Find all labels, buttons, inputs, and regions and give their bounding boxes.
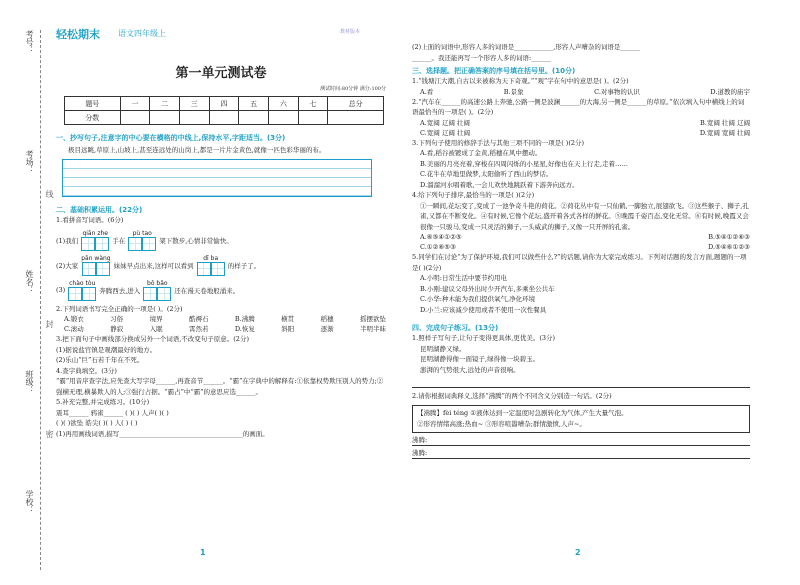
- score-input-cell[interactable]: [209, 111, 239, 125]
- page-number-right: 2: [575, 548, 581, 557]
- pinyin-label: bō bǎo: [147, 279, 168, 287]
- option-item[interactable]: A.宽阔 辽阔 壮阔: [420, 118, 470, 127]
- q3-3-option-c[interactable]: C.花牛在草地里做梦,太阳偷听了西山的梦话。: [420, 170, 553, 178]
- score-cell: 三: [179, 97, 209, 111]
- school-label: 学校：: [25, 490, 34, 514]
- question-2-3b: (2)乐山“巨”石若千年在不死。: [56, 356, 144, 364]
- char-box[interactable]: [143, 287, 157, 301]
- binding-line: [40, 30, 41, 570]
- q3-5-option-a[interactable]: A.小明:日常生活中要节约用电: [420, 274, 507, 282]
- option-item: 稻穗: [320, 315, 334, 323]
- option-item: 入眠: [149, 325, 163, 333]
- score-row-label: 分数: [65, 111, 121, 125]
- q3-3-option-a[interactable]: A.看,稻谷被镀成了金黄,稻穗在风中摆动。: [420, 149, 542, 157]
- score-cell: 六: [268, 97, 298, 111]
- option-item: 霄然若: [188, 325, 209, 333]
- dictionary-def-1: 【沸腾】fèi téng ①液体达到一定温度时急剧转化为气体,产生大量气泡。: [417, 408, 628, 417]
- char-box[interactable]: [96, 262, 110, 276]
- char-box[interactable]: [82, 262, 96, 276]
- score-input-cell[interactable]: [150, 111, 180, 125]
- pinyin-text: (1)我们: [56, 236, 79, 245]
- q3-1-options: [412, 87, 750, 97]
- section-2-title: 二、基础积累运用。(22分): [56, 206, 143, 214]
- char-box[interactable]: [68, 287, 82, 301]
- name-label: 姓名：: [25, 270, 34, 294]
- binding-mark-line: 线: [45, 190, 54, 198]
- page-number-left: 1: [200, 548, 206, 557]
- right-column: [412, 42, 750, 459]
- option-item[interactable]: B.沸腾: [234, 315, 255, 323]
- answer-line[interactable]: 沸腾:: [412, 435, 750, 446]
- pinyin-label: pù tao: [132, 229, 152, 237]
- q3-5-option-b[interactable]: B.小刚:建议父母外出时少开汽车,多乘坐公共车: [420, 284, 555, 293]
- option-item[interactable]: D.恢复: [234, 325, 255, 333]
- pinyin-label: qiān zhe: [82, 229, 108, 237]
- q3-3-option-b[interactable]: B.美丽的月亮亮着,穿梭在四周闪烁的小星星,好像也在天上行走,走着……: [420, 159, 629, 168]
- pinyin-label: dī ba: [203, 254, 219, 262]
- pinyin-text: 妹妹早点出来,这样可以看到: [113, 261, 194, 270]
- q3-5-option-d[interactable]: D.小兰:应该减少使用或者不使用一次性餐具: [420, 305, 547, 314]
- char-box[interactable]: [211, 262, 225, 276]
- q3-4-text: ①一瞬间,花坛变了,变成了一池争奇斗艳的荷花。②荷花丛中有一只仙鹤,一脚独立,展翅欲飞。③这些猴子、狮子,孔雀,又都在不断变化。④有时候,它像个花坛,盛开着各式各样的鲜花。⑤晚霞千姿百态,变化无常。⑥有时候,晚霞又会很像一只骏马,变成一只灵活的狮子,一头威武的狮子,又像一只开屏的孔雀。: [420, 201, 749, 231]
- pinyin-text: (2)大家: [56, 261, 79, 270]
- score-table-score-row: [65, 111, 384, 125]
- exam-room-label: 考场：: [25, 150, 34, 174]
- score-cell: 二: [150, 97, 180, 111]
- char-box[interactable]: [95, 237, 109, 251]
- option-item: 半明半昧: [359, 325, 386, 333]
- pinyin-field: [128, 230, 156, 251]
- practice-sentence: 澎湃的气势很大,远处的声音很响。: [420, 365, 520, 374]
- option-item[interactable]: C.①②⑥⑤③: [420, 243, 456, 251]
- option-item[interactable]: B.景象: [503, 87, 524, 96]
- section-4-title: 四、完成句子练习。(13分): [412, 324, 499, 332]
- option-item[interactable]: C.对事物的认识: [594, 87, 640, 96]
- pinyin-row-3: [56, 280, 386, 301]
- char-box[interactable]: [82, 287, 96, 301]
- dictionary-def-2: ②形容情绪高涨;热血~ ③形容喧嚣嘈杂;群情激愤,人声~。: [417, 419, 586, 428]
- pinyin-text: 架下散步,心情非常愉快。: [159, 236, 233, 245]
- option-item: 逐渐: [320, 325, 334, 333]
- score-input-cell[interactable]: [239, 111, 269, 125]
- example-sentence-2: 昆明湖静得像一面镜子,绿得像一块碧玉。: [420, 355, 540, 363]
- question-2-5-sub3: ______。我还能再写一个形容人多的词语:______: [412, 53, 551, 62]
- score-cell: 总分: [328, 97, 384, 111]
- question-2-5-sub2: (2)上面的词语中,形容人多的词语是____________,形容人声嘈杂的词语是______: [412, 43, 640, 51]
- question-2-2: 2.下列词语书写完全正确的一项是( )。(2分): [56, 304, 183, 313]
- q3-5-option-c[interactable]: C.小华:种木能为我们提供氧气,净化环境: [420, 295, 536, 303]
- option-item: 摇摆欲坠: [359, 315, 386, 323]
- question-3-3: 3.下列句子使用的修辞手法与其他三项不同的一项是( )(2分): [412, 138, 585, 147]
- question-2-3a: (1)据说盐官镇是观潮最好的地方。: [56, 345, 157, 354]
- score-cell: 七: [298, 97, 328, 111]
- score-cell: 四: [209, 97, 239, 111]
- question-3-4: 4.给下列句子排序,最恰当的一项是( )(2分): [412, 191, 535, 199]
- option-item[interactable]: D.道教的庙宇: [710, 87, 750, 96]
- question-4-1: 1.照样子写句子,让句子变得更具体,更优美。(3分): [412, 334, 556, 342]
- char-box[interactable]: [128, 237, 142, 251]
- score-input-cell[interactable]: [179, 111, 209, 125]
- option-item: 横贯: [281, 315, 295, 323]
- handwriting-grid[interactable]: [62, 159, 372, 197]
- pinyin-label: chào tòu: [69, 279, 96, 287]
- pinyin-text: (3): [56, 286, 66, 294]
- score-cell: 五: [239, 97, 269, 111]
- score-table-header-row: [65, 97, 384, 111]
- char-box[interactable]: [142, 237, 156, 251]
- char-box[interactable]: [81, 237, 95, 251]
- pinyin-row-2: [56, 255, 386, 276]
- pinyin-text: 奔腾西去,进入: [99, 286, 141, 295]
- option-item[interactable]: D.⑤④⑥①②③: [707, 243, 750, 251]
- binding-mark-seal: 封: [45, 320, 54, 328]
- score-cell: 题号: [65, 97, 121, 111]
- option-item[interactable]: B.⑤④①②⑥③: [708, 233, 750, 241]
- option-item[interactable]: A.⑥⑤④①②⑤: [420, 233, 462, 241]
- question-2-4-text: “霸”用音序查字法,应先查大写字母______,再查音节______。“霸”在字典中的解释有:①依靠权势欺压别人的势力;②强横无理,横暴欺人的人;③强行占据。“霸占”中“霸”的意思应选______。: [56, 377, 384, 396]
- student-info-sidebar: [0, 30, 54, 570]
- option-item[interactable]: B.宽阔 壮阔 辽阔: [700, 118, 750, 127]
- exam-number-label: 考号：: [25, 30, 34, 54]
- question-4-2: 2.请你根据词典释义,选择“沸腾”的两个不同含义分别造一句话。(2分): [412, 392, 612, 400]
- pinyin-text: 手在: [112, 236, 126, 245]
- q3-3-option-d[interactable]: D.溜溜河水唱着歌,一会儿欢快地跳跃着下游奔向远方。: [420, 180, 579, 189]
- binding-mark-secret: 密: [45, 430, 54, 438]
- score-input-cell[interactable]: [120, 111, 150, 125]
- question-2-5-row1: 震耳______ 鸦雀______ ( )( ) 人声( )( ): [56, 408, 169, 417]
- q2-options-row-1: [56, 314, 386, 324]
- score-input-cell[interactable]: [268, 111, 298, 125]
- copy-sentence: 极目远眺,草原上,山坡上,甚至连远处的山岗上,都是一片片金黄色,就像一匹色彩华丽的布。: [68, 146, 326, 154]
- section-1-title: 一、抄写句子,注意字的中心要在横格的中线上,保持水平,字距适当。(3分): [56, 134, 286, 142]
- option-item: 静寂: [110, 325, 124, 333]
- pinyin-row-1: [56, 230, 386, 251]
- option-item: 酷褥石: [188, 315, 209, 323]
- pinyin-field: [143, 280, 171, 301]
- score-table: [64, 96, 384, 125]
- option-item[interactable]: C.滚动: [64, 325, 84, 333]
- option-item: 境界: [149, 315, 163, 323]
- q3-2-options: [412, 118, 750, 128]
- question-2-5-row2: ( )( )欲坠 皓尖( )( ) 人( ) ( ): [56, 419, 138, 427]
- pinyin-field: [81, 230, 109, 251]
- option-item[interactable]: A.锻衣: [64, 315, 84, 323]
- option-item: 斜阳: [281, 325, 295, 333]
- option-item[interactable]: A.看: [420, 87, 434, 96]
- q3-4-options: [412, 232, 750, 242]
- pinyin-text: 的样子了。: [227, 261, 261, 270]
- dictionary-entry: [412, 405, 750, 433]
- example-sentence-1: 昆明湖静又绿。: [420, 344, 466, 353]
- left-column: [56, 42, 386, 439]
- edition-tag: 教材版本: [340, 29, 361, 35]
- pinyin-label: pān wàng: [81, 254, 111, 262]
- question-3-5: 5.同学们在讨论“为了保护环境,我们可以做些什么?”的话题,请你为大家完成练习。下列对话题的发言方面,题题的一项是( )(2分): [412, 253, 747, 272]
- question-2-1: 1.看拼音写词语。(6分): [56, 216, 124, 224]
- option-item[interactable]: C.宽阔 辽阔 壮阔: [420, 128, 470, 137]
- pinyin-text: 还在漫天卷地般涌来。: [174, 286, 240, 295]
- section-3-title: 三、选择题。把正确答案的序号填在括号里。(10分): [412, 67, 576, 75]
- pinyin-field: [197, 255, 225, 276]
- page-title: 第一单元测试卷: [175, 66, 267, 81]
- q3-4-options-2: [412, 242, 750, 252]
- exam-info: 测试时间:80分钟 满分:100分: [320, 86, 386, 92]
- question-2-4: 4.查字典填空。(3分): [56, 366, 117, 375]
- pinyin-field: [81, 255, 110, 276]
- question-2-3: 3.把下面句子中画线部分换成另外一个词语,不改变句子原意。(2分): [56, 335, 249, 343]
- question-3-2: 2.“汽车在______的高速公路上奔驰,公路一侧是波澜______的大海,另一侧是______的草原。”依次填入句中横线上的词语最恰当的一项是( )。(2分): [412, 97, 745, 116]
- answer-line[interactable]: 沸腾:: [412, 448, 750, 459]
- question-2-5-sub: (1)再用画线词语,描写______________________________________的画面。: [56, 429, 269, 438]
- answer-line[interactable]: [412, 377, 750, 388]
- pinyin-field: [68, 280, 96, 301]
- brand-logo: 轻松期末: [56, 28, 100, 41]
- question-2-5: 5.补充完整,并完成练习。(10分): [56, 398, 150, 406]
- option-item[interactable]: D.宽阔 宽阔 壮阔: [699, 128, 750, 137]
- char-box[interactable]: [197, 262, 211, 276]
- question-3-1: 1.“钱塘江大潮,自古以来被称为天下奇观。”“观”字在句中的意思是( )。(2分): [412, 77, 629, 85]
- q2-options-row-2: [56, 324, 386, 334]
- class-label: 班级：: [25, 370, 34, 394]
- option-item: 习俗: [110, 315, 124, 323]
- score-cell: 一: [120, 97, 150, 111]
- char-box[interactable]: [157, 287, 171, 301]
- score-input-cell[interactable]: [298, 111, 328, 125]
- score-input-cell[interactable]: [328, 111, 384, 125]
- brand-subject: 语文四年级上: [118, 29, 166, 38]
- q3-2-options-2: [412, 128, 750, 138]
